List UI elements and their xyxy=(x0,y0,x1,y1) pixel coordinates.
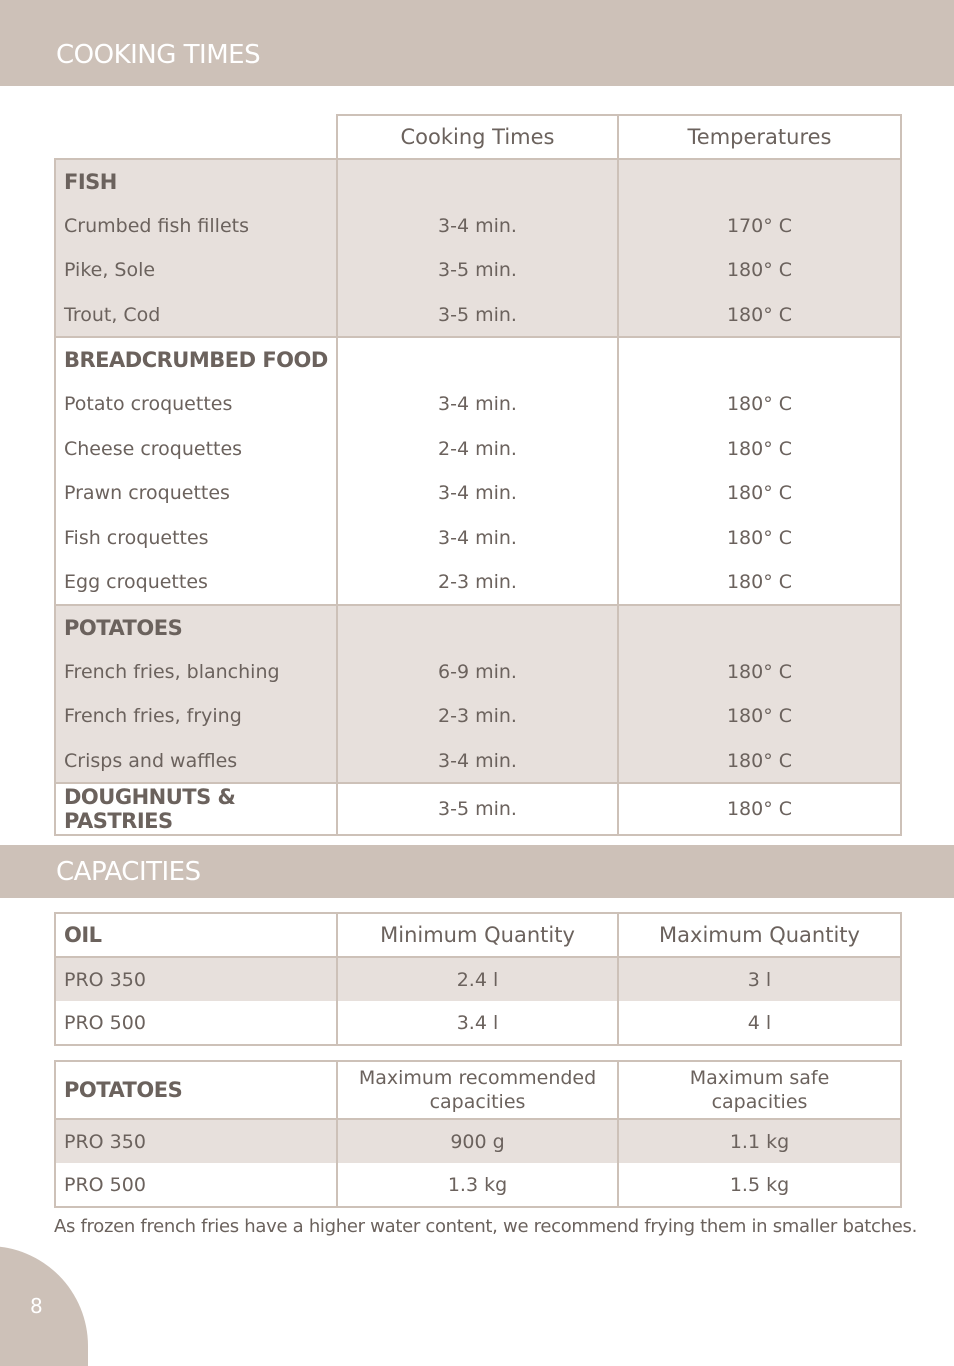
table-row xyxy=(55,471,901,516)
capacities-heading-band xyxy=(0,845,954,898)
category-label: POTATOES xyxy=(64,615,183,640)
header-maximum-safe-capacities xyxy=(618,1061,901,1119)
temperature: 170° C xyxy=(618,204,901,249)
table-row xyxy=(55,1163,901,1207)
cooking-time: 3-4 min. xyxy=(337,382,618,427)
temperature: 180° C xyxy=(618,694,901,739)
table-row xyxy=(55,1001,901,1045)
cooking-time: 3-5 min. xyxy=(337,248,618,293)
table-row xyxy=(55,293,901,338)
oil-label: OIL xyxy=(55,913,337,957)
temperature: 180° C xyxy=(618,783,901,835)
header-maximum-quantity: Maximum Quantity xyxy=(618,913,901,957)
fish-group xyxy=(55,159,901,337)
temperature: 180° C xyxy=(618,382,901,427)
food-name: Crisps and waffles xyxy=(64,749,238,772)
category-label: FISH xyxy=(64,169,117,194)
empty-header-cell xyxy=(55,115,337,159)
table-row xyxy=(55,248,901,293)
food-name: French fries, frying xyxy=(64,705,242,728)
cooking-time: 3-4 min. xyxy=(337,471,618,516)
header-line: Maximum recommended xyxy=(358,1067,597,1089)
table-row xyxy=(55,427,901,472)
cooking-time: 2-3 min. xyxy=(337,694,618,739)
table-row xyxy=(55,783,901,835)
food-name: Pike, Sole xyxy=(64,259,156,282)
table-row xyxy=(55,739,901,784)
table-row xyxy=(55,382,901,427)
model-name: PRO 500 xyxy=(55,1001,337,1045)
safe-capacity: 1.1 kg xyxy=(618,1119,901,1163)
temperature: 180° C xyxy=(618,427,901,472)
model-name: PRO 500 xyxy=(55,1163,337,1207)
safe-capacity: 1.5 kg xyxy=(618,1163,901,1207)
table-row xyxy=(55,957,901,1001)
food-name: Fish croquettes xyxy=(64,527,209,550)
table-row xyxy=(55,650,901,695)
food-name: Egg croquettes xyxy=(64,571,208,594)
potatoes-capacity-table xyxy=(54,1060,902,1208)
food-name: Potato croquettes xyxy=(64,393,233,416)
header-temperatures: Temperatures xyxy=(618,115,901,159)
food-name: Crumbed fish fillets xyxy=(64,214,249,237)
temperature: 180° C xyxy=(618,293,901,338)
cooking-time: 3-4 min. xyxy=(337,739,618,784)
page-number-tab xyxy=(0,1246,88,1366)
cooking-time: 3-5 min. xyxy=(337,783,618,835)
cooking-time: 2-3 min. xyxy=(337,560,618,605)
food-name: Trout, Cod xyxy=(64,303,161,326)
model-name: PRO 350 xyxy=(55,957,337,1001)
recommended-capacity: 1.3 kg xyxy=(337,1163,618,1207)
capacities-title: CAPACITIES xyxy=(56,857,201,887)
table-row xyxy=(55,204,901,249)
table-row xyxy=(55,694,901,739)
recommended-capacity: 900 g xyxy=(337,1119,618,1163)
header-line: Maximum safe xyxy=(689,1067,830,1089)
minimum-quantity: 3.4 l xyxy=(337,1001,618,1045)
header-cooking-times: Cooking Times xyxy=(337,115,618,159)
cooking-time: 6-9 min. xyxy=(337,650,618,695)
doughnuts-pastries-group xyxy=(55,783,901,835)
cooking-times-heading-band xyxy=(0,0,954,86)
temperature: 180° C xyxy=(618,650,901,695)
cooking-time: 3-4 min. xyxy=(337,516,618,561)
temperature: 180° C xyxy=(618,516,901,561)
header-minimum-quantity: Minimum Quantity xyxy=(337,913,618,957)
cooking-times-title: COOKING TIMES xyxy=(56,40,261,70)
potatoes-label: POTATOES xyxy=(55,1061,337,1119)
minimum-quantity: 2.4 l xyxy=(337,957,618,1001)
table-row xyxy=(55,1119,901,1163)
header-line: capacities xyxy=(711,1091,808,1113)
cooking-time: 3-4 min. xyxy=(337,204,618,249)
table-row xyxy=(55,560,901,605)
category-label: DOUGHNUTS & PASTRIES xyxy=(64,785,236,834)
food-name: Prawn croquettes xyxy=(64,482,230,505)
breadcrumbed-food-group xyxy=(55,337,901,605)
food-name: French fries, blanching xyxy=(64,660,280,683)
header-maximum-recommended-capacities xyxy=(337,1061,618,1119)
food-name: Cheese croquettes xyxy=(64,437,243,460)
maximum-quantity: 4 l xyxy=(618,1001,901,1045)
page-number: 8 xyxy=(30,1294,43,1318)
table-row xyxy=(55,516,901,561)
temperature: 180° C xyxy=(618,248,901,293)
maximum-quantity: 3 l xyxy=(618,957,901,1001)
potatoes-group xyxy=(55,605,901,783)
oil-capacity-table xyxy=(54,912,902,1046)
header-line: capacities xyxy=(429,1091,526,1113)
temperature: 180° C xyxy=(618,560,901,605)
category-label: BREADCRUMBED FOOD xyxy=(64,348,328,373)
cooking-time: 3-5 min. xyxy=(337,293,618,338)
model-name: PRO 350 xyxy=(55,1119,337,1163)
cooking-time: 2-4 min. xyxy=(337,427,618,472)
cooking-times-table xyxy=(54,114,902,836)
temperature: 180° C xyxy=(618,739,901,784)
temperature: 180° C xyxy=(618,471,901,516)
footnote: As frozen french fries have a higher water content, we recommend frying them in smaller batches. xyxy=(54,1216,918,1237)
